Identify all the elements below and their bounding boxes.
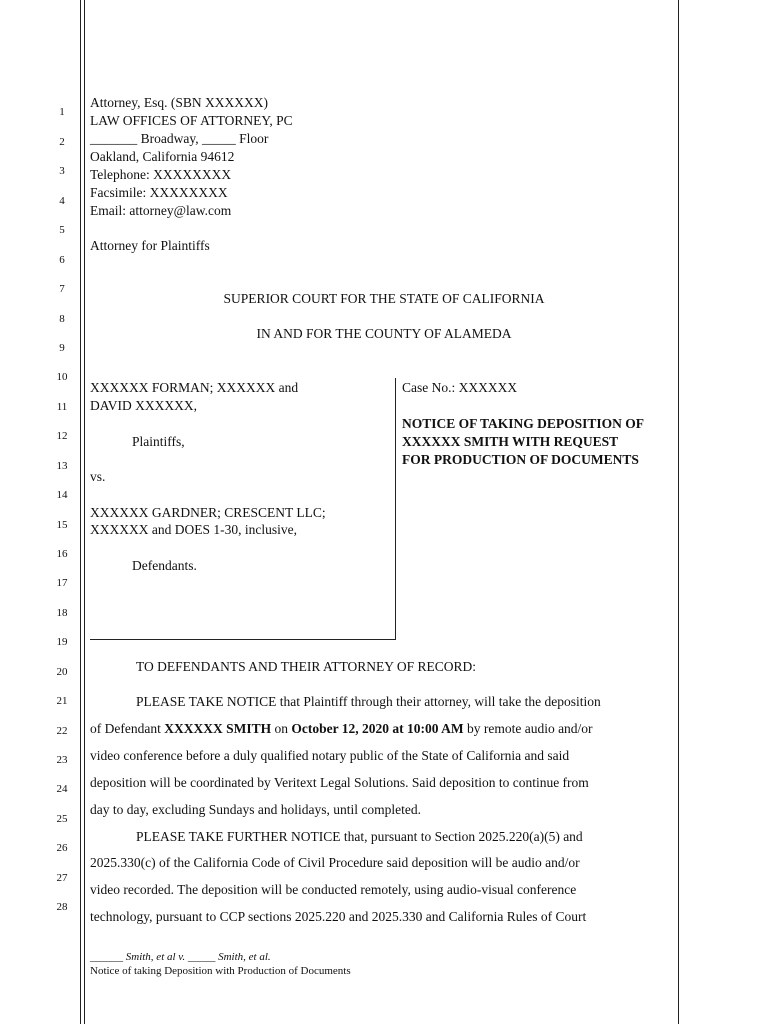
line-number: 20: [56, 666, 68, 678]
line-number: 22: [56, 725, 68, 737]
address-line-2: Oakland, California 94612: [90, 149, 235, 164]
document-title-2: XXXXXX SMITH WITH REQUEST: [402, 434, 619, 449]
line-number: 21: [56, 695, 68, 707]
line-number: 6: [59, 254, 65, 266]
caption-bottom-rule: [90, 639, 395, 640]
line-number: 23: [56, 754, 68, 766]
deposition-date: October 12, 2020 at 10:00 AM: [291, 721, 464, 736]
case-number: Case No.: XXXXXX: [402, 380, 518, 395]
line-number: 10: [56, 371, 68, 383]
versus: vs.: [90, 469, 106, 484]
plaintiffs-names-1: XXXXXX FORMAN; XXXXXX and: [90, 380, 299, 395]
paragraph-1-line-5: day to day, excluding Sundays and holidays, until completed.: [90, 802, 421, 817]
attorney-name: Attorney, Esq. (SBN XXXXXX): [90, 95, 268, 110]
paragraph-1-line-4: deposition will be coordinated by Veritext Legal Solutions. Said deposition to continue from: [90, 775, 589, 790]
paragraph-2-line-1: PLEASE TAKE FURTHER NOTICE that, pursuant to Section 2025.220(a)(5) and: [136, 829, 583, 844]
attorney-for: Attorney for Plaintiffs: [90, 238, 210, 253]
right-margin-rule: [678, 0, 679, 1024]
line-number: 18: [56, 607, 68, 619]
line-number: 14: [56, 489, 68, 501]
paragraph-1-line-1: PLEASE TAKE NOTICE that Plaintiff through their attorney, will take the deposition: [136, 694, 601, 709]
defendants-names-2: XXXXXX and DOES 1-30, inclusive,: [90, 522, 297, 537]
left-margin-rule: [80, 0, 81, 1024]
paragraph-1-line-2: [90, 720, 593, 738]
email: Email: attorney@law.com: [90, 203, 232, 218]
line-number: 7: [59, 283, 65, 295]
plaintiffs-names-2: DAVID XXXXXX,: [90, 398, 197, 413]
line-number: 11: [56, 401, 68, 413]
line-number: 28: [56, 901, 68, 913]
paragraph-2-line-4: technology, pursuant to CCP sections 2025.220 and 2025.330 and California Rules of Court: [90, 909, 587, 924]
text-run: on: [271, 721, 292, 736]
line-number: 9: [59, 342, 65, 354]
line-number: 12: [56, 430, 68, 442]
line-number: 5: [59, 224, 65, 236]
line-number: 4: [59, 195, 65, 207]
address-line-1: _______ Broadway, _____ Floor: [90, 131, 269, 146]
line-number: 25: [56, 813, 68, 825]
court-heading-line-1: SUPERIOR COURT FOR THE STATE OF CALIFORNIA: [223, 291, 545, 306]
deponent-name: XXXXXX SMITH: [164, 721, 272, 736]
telephone: Telephone: XXXXXXXX: [90, 167, 232, 182]
line-number: 16: [56, 548, 68, 560]
document-title-1: NOTICE OF TAKING DEPOSITION OF: [402, 416, 645, 431]
line-number: 2: [59, 136, 65, 148]
facsimile: Facsimile: XXXXXXXX: [90, 185, 228, 200]
defendants-names-1: XXXXXX GARDNER; CRESCENT LLC;: [90, 505, 326, 520]
paragraph-1-line-3: video conference before a duly qualified notary public of the State of California and said: [90, 748, 570, 763]
line-number: 24: [56, 783, 68, 795]
line-number: 19: [56, 636, 68, 648]
salutation: TO DEFENDANTS AND THEIR ATTORNEY OF RECORD:: [136, 659, 477, 674]
line-number: 13: [56, 460, 68, 472]
text-run: by remote audio and/or: [463, 721, 593, 736]
court-heading-line-2: IN AND FOR THE COUNTY OF ALAMEDA: [256, 326, 512, 341]
line-number: 17: [56, 577, 68, 589]
line-number: 27: [56, 872, 68, 884]
line-number: 3: [59, 165, 65, 177]
document-title-3: FOR PRODUCTION OF DOCUMENTS: [402, 452, 639, 467]
paragraph-2-line-2: 2025.330(c) of the California Code of Civil Procedure said deposition will be audio and/or: [90, 855, 580, 870]
footer-document-name: Notice of taking Deposition with Production of Documents: [90, 965, 351, 977]
line-number: 15: [56, 519, 68, 531]
defendants-label: Defendants.: [132, 558, 197, 573]
caption-divider-rule: [395, 378, 396, 640]
footer-short-title: ______ Smith, et al v. _____ Smith, et al.: [90, 951, 271, 963]
paragraph-2-line-3: video recorded. The deposition will be conducted remotely, using audio-visual conference: [90, 882, 577, 897]
text-run: of Defendant: [90, 721, 165, 736]
left-margin-rule-inner: [84, 0, 85, 1024]
line-number: 8: [59, 313, 65, 325]
line-number: 1: [59, 106, 65, 118]
plaintiffs-label: Plaintiffs,: [132, 434, 185, 449]
firm-name: LAW OFFICES OF ATTORNEY, PC: [90, 113, 293, 128]
line-number: 26: [56, 842, 68, 854]
